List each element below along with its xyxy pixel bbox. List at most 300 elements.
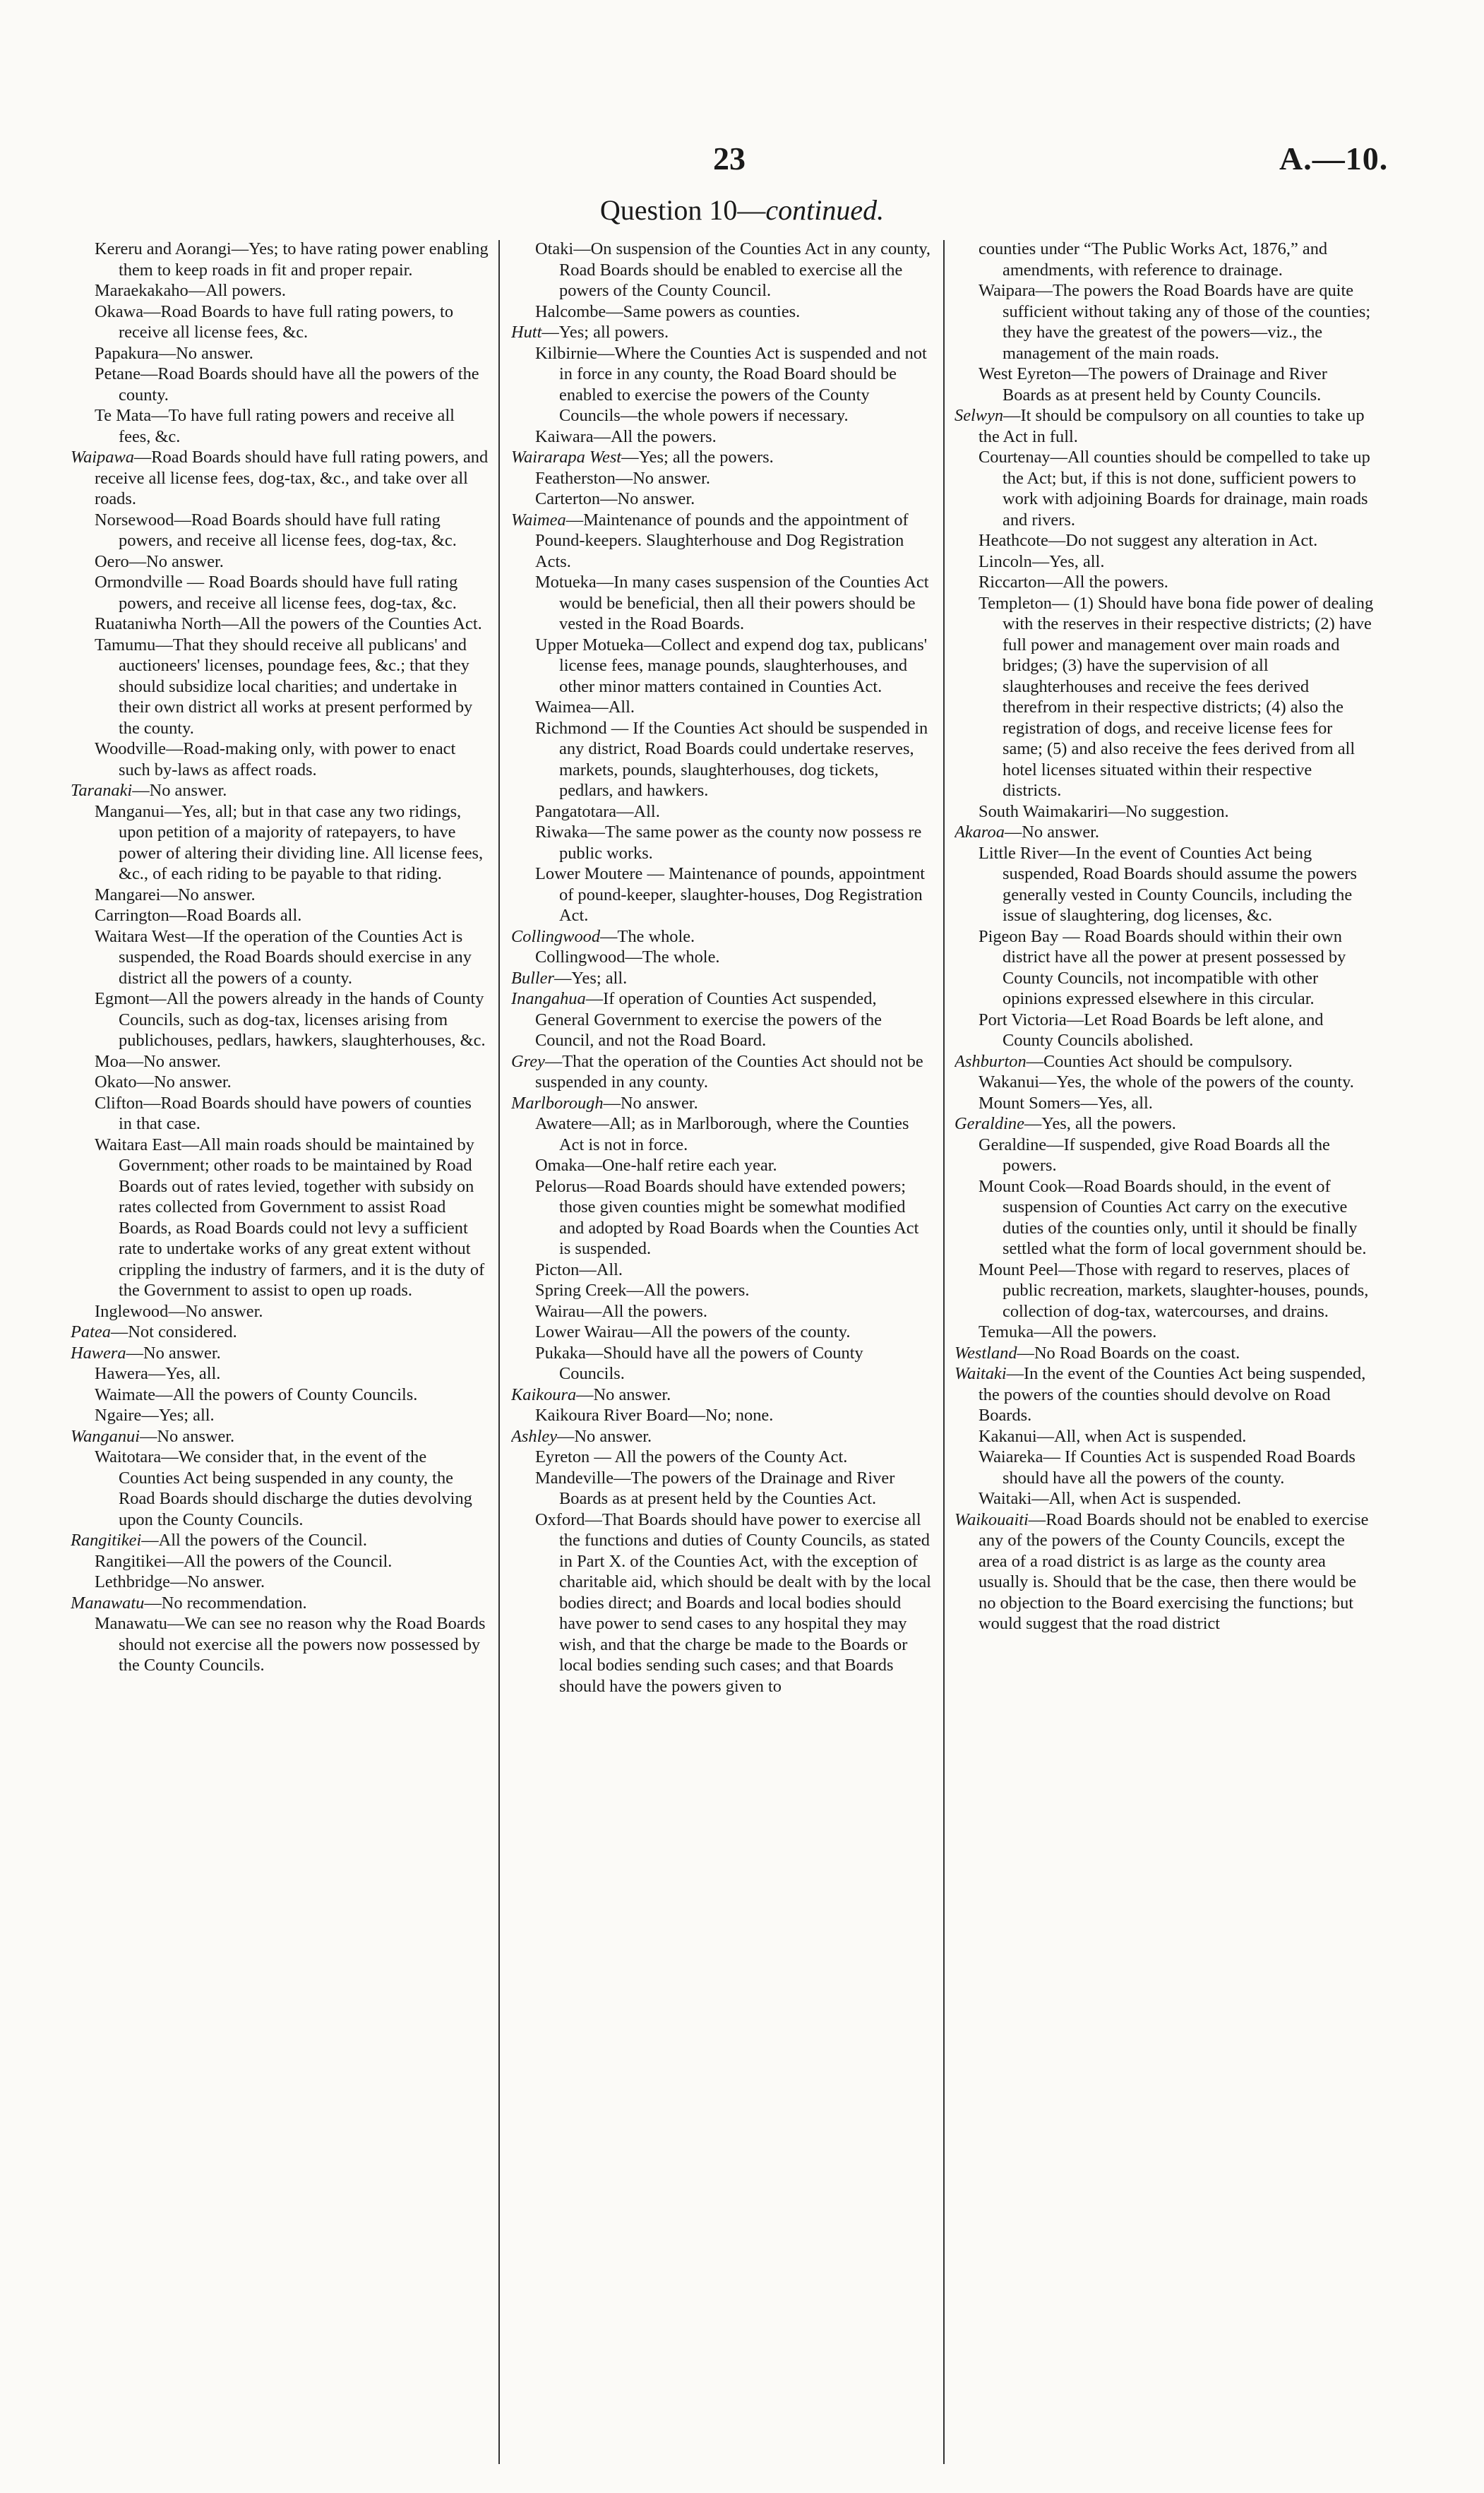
entry-name: Halcombe: [535, 301, 606, 321]
road-board-entry: [511, 947, 932, 968]
road-board-entry: [71, 1363, 489, 1385]
road-board-entry: [511, 1447, 932, 1468]
entry-text: —The powers the Road Boards have are quite sufficient without taking any of those of the counties; they have the greatest of the powers—viz., the management of the main roads.: [1003, 281, 1371, 363]
entry-name: Egmont: [95, 989, 150, 1008]
road-board-entry: [71, 551, 489, 573]
road-board-entry: [71, 1301, 489, 1322]
entry-name: Ngaire: [95, 1406, 142, 1425]
entry-text: —On suspension of the Counties Act in any county, Road Boards should be enabled to exercise all the powers of the County Council.: [559, 239, 931, 300]
entry-name: Hutt: [511, 323, 542, 342]
road-board-entry: [511, 572, 932, 635]
county-entry: [511, 968, 932, 989]
entry-name: Lower Wairau: [535, 1322, 634, 1341]
entry-name: Buller: [511, 968, 554, 988]
entry-text: —No Road Boards on the coast.: [1017, 1343, 1240, 1363]
entry-text: —That the operation of the Counties Act should not be suspended in any county.: [535, 1051, 923, 1092]
page-heading: [0, 193, 1484, 227]
entry-text: —Maintenance of pounds and the appointment of Pound-keepers. Slaughterhouse and Dog Registration Acts.: [535, 510, 909, 571]
entry-text: —All.: [591, 698, 635, 717]
text-column-2: [511, 239, 932, 2477]
entry-text: —All the powers.: [626, 1281, 750, 1300]
entry-text: —All.: [579, 1260, 623, 1279]
road-board-entry: [511, 1405, 932, 1426]
entry-name: Inglewood: [95, 1301, 169, 1321]
entry-name: Geraldine: [979, 1135, 1047, 1154]
entry-name: Manawatu: [71, 1593, 145, 1613]
entry-name: Waiareka: [979, 1447, 1043, 1466]
road-board-entry: [71, 343, 489, 364]
entry-text: —To have full rating powers and receive all fees, &c.: [119, 406, 455, 446]
entry-name: Tamumu: [95, 635, 156, 654]
county-entry: [71, 1593, 489, 1614]
entry-name: Awatere: [535, 1114, 592, 1133]
entry-name: Carterton: [535, 489, 601, 508]
road-board-entry: [955, 801, 1374, 823]
road-board-entry: [955, 1135, 1374, 1176]
entry-name: Akaroa: [955, 823, 1005, 842]
road-board-entry: [71, 885, 489, 906]
entry-text: —Road Boards should have extended powers; those given counties might be somewhat modified and adopted by Road Boards when the Counties Act is suspended.: [559, 1176, 919, 1258]
road-board-entry: [71, 926, 489, 989]
road-board-entry: [71, 1135, 489, 1301]
county-entry: [71, 1343, 489, 1364]
entry-text: counties under “The Public Works Act, 1876,” and amendments, with reference to drainage.: [979, 239, 1328, 280]
entry-text: —Road Boards should have powers of counties in that case.: [119, 1093, 472, 1133]
entry-name: Ashburton: [955, 1051, 1027, 1071]
entry-text: —That they should receive all publicans' and auctioneers' licenses, poundage fees, &c.; that they should subsidize local charities; and undertake in their own district all works at present performed by the county.: [119, 635, 473, 738]
entry-name: Okato: [95, 1072, 137, 1092]
county-entry: [511, 1385, 932, 1406]
entry-name: Courtenay: [979, 448, 1051, 467]
entry-name: Spring Creek: [535, 1281, 627, 1300]
entry-text: — All the powers of the County Act.: [590, 1447, 848, 1466]
road-board-entry: [955, 1488, 1374, 1509]
entry-text: —All the powers.: [584, 1301, 707, 1321]
entry-text: —Yes, all.: [148, 1364, 221, 1383]
road-board-entry: [955, 280, 1374, 364]
entry-name: Moa: [95, 1051, 126, 1071]
entry-name: Ormondville: [95, 573, 183, 592]
road-board-entry: [511, 1343, 932, 1385]
entry-text: —All.: [616, 801, 660, 821]
entry-name: Mount Cook: [979, 1176, 1067, 1196]
road-board-entry: [955, 364, 1374, 405]
entry-name: Kilbirnie: [535, 343, 598, 363]
road-board-entry: [71, 301, 489, 343]
entry-text: —All the powers of the Council.: [166, 1551, 393, 1571]
entry-text: —All the powers of the county.: [633, 1322, 851, 1341]
entry-name: Pelorus: [535, 1176, 587, 1196]
entry-text: —No; none.: [688, 1406, 774, 1425]
entry-name: Pukaka: [535, 1343, 586, 1363]
entry-text: —No answer.: [128, 551, 224, 571]
road-board-entry: [955, 1447, 1374, 1488]
road-board-entry: [71, 1072, 489, 1093]
entry-name: Lethbridge: [95, 1572, 171, 1591]
entry-text: —No answer.: [136, 1072, 232, 1092]
road-board-entry: [955, 1176, 1374, 1260]
entry-text: —Yes, all.: [1031, 551, 1105, 571]
road-board-entry: [71, 1551, 489, 1572]
entry-name: Motueka: [535, 573, 597, 592]
entry-name: West Eyreton: [979, 364, 1072, 383]
road-board-entry: [511, 635, 932, 698]
entry-name: Geraldine: [955, 1114, 1024, 1133]
entry-name: Richmond: [535, 718, 607, 738]
road-board-entry: [71, 1385, 489, 1406]
entry-text: —The whole.: [625, 947, 720, 967]
entry-name: Mandeville: [535, 1468, 614, 1488]
entry-text: —No answer.: [132, 781, 227, 800]
entry-text: —No answer.: [557, 1426, 652, 1446]
road-board-entry: [71, 1051, 489, 1072]
road-board-entry: [71, 239, 489, 280]
road-board-entry: [955, 843, 1374, 926]
entry-name: Waitara East: [95, 1135, 182, 1154]
road-board-entry: [71, 510, 489, 551]
entry-name: Mangarei: [95, 885, 161, 904]
road-board-entry: [511, 1468, 932, 1509]
road-board-entry: [71, 405, 489, 447]
entry-text: —All the powers of the Counties Act.: [221, 614, 482, 633]
road-board-entry: [511, 1176, 932, 1260]
entry-name: Heathcote: [979, 531, 1048, 550]
entry-text: —All counties should be compelled to take up the Act; but, if this is not done, sufficient powers to work with adjoining Boards for drainage, main roads and rivers.: [1003, 448, 1370, 530]
entry-text: — Road Boards should have full rating powers, and receive all license fees, dog-tax, &c.: [119, 573, 458, 613]
entry-text: —Yes, the whole of the powers of the county.: [1039, 1072, 1354, 1092]
entry-text: —Yes, all; but in that case any two ridings, upon petition of a majority of ratepayers, to have power of altering their dividing line. All license fees, &c., of each riding to be payable to that riding.: [119, 801, 484, 883]
road-board-entry: [511, 822, 932, 863]
entry-text: —Do not suggest any alteration in Act.: [1048, 531, 1318, 550]
entry-text: —Same powers as counties.: [606, 301, 801, 321]
entry-name: Ashley: [511, 1426, 558, 1446]
entry-name: Wairau: [535, 1301, 585, 1321]
county-entry: [71, 447, 489, 510]
entry-name: Wairarapa West: [511, 448, 622, 467]
road-board-entry: [71, 614, 489, 635]
entry-text: —If the operation of the Counties Act is suspended, the Road Boards should exercise in any district all the powers of a county.: [119, 926, 472, 988]
county-entry: [511, 1093, 932, 1114]
entry-name: Norsewood: [95, 510, 174, 530]
entry-name: Lower Moutere: [535, 864, 643, 883]
entry-text: —Should have all the powers of County Councils.: [559, 1343, 863, 1383]
entry-text: —No answer.: [168, 1301, 263, 1321]
entry-text: —The whole.: [600, 926, 695, 946]
entry-text: —Yes; to have rating power enabling them to keep roads in fit and proper repair.: [119, 239, 489, 280]
entry-name: Mount Somers: [979, 1093, 1081, 1113]
entry-name: South Waimakariri: [979, 801, 1108, 821]
entry-name: Little River: [979, 843, 1059, 863]
road-board-entry: [955, 926, 1374, 1010]
entry-text: —All the powers of the Council.: [141, 1531, 367, 1550]
entry-text: —We can see no reason why the Road Boards should not exercise all the powers now possessed by the County Councils.: [119, 1614, 486, 1675]
county-entry: [511, 447, 932, 468]
entry-text: —Road Boards should, in the event of suspension of Counties Act carry on the executive duties of the counties only, until it should be finally settled what the form of local government should be.: [1003, 1176, 1367, 1258]
entry-name: Clifton: [95, 1093, 144, 1113]
entry-text: —Where the Counties Act is suspended and not in force in any county, the Road Board should be enabled to exercise the powers of the County Councils—the whole powers if necessary.: [559, 343, 927, 425]
road-board-entry: [71, 635, 489, 739]
entry-text: —No answer.: [615, 468, 710, 488]
entry-name: Manawatu: [95, 1614, 167, 1633]
entry-name: Lincoln: [979, 551, 1032, 571]
entry-name: Kereru and Aorangi: [95, 239, 232, 258]
entry-name: Upper Motueka: [535, 635, 644, 654]
road-board-entry: [71, 801, 489, 885]
entry-text: —In the event of the Counties Act being suspended, the powers of the counties should devolve on Road Boards.: [979, 1364, 1366, 1425]
road-board-entry: [511, 1260, 932, 1281]
entry-text: —All the powers of County Councils.: [155, 1385, 418, 1404]
road-board-entry: [511, 489, 932, 510]
road-board-entry: [71, 988, 489, 1051]
entry-text: —Road Boards should not be enabled to exercise any of the powers of the County Councils, except the area of a road district is as large as the county area usually is. Should that be the case, then there would be no objection to the Board exercising the functions; but would suggest that the road district: [979, 1509, 1369, 1633]
entry-name: Kaikoura River Board: [535, 1406, 688, 1425]
county-entry: [511, 1426, 932, 1447]
entry-name: Port Victoria: [979, 1010, 1067, 1029]
entry-text: —No answer.: [1004, 823, 1100, 842]
entry-name: Temuka: [979, 1322, 1034, 1341]
entry-name: Waitaki: [955, 1364, 1007, 1383]
road-board-entry: [511, 863, 932, 926]
column-divider-2: [943, 240, 945, 2464]
entry-name: Waitotara: [95, 1447, 162, 1466]
entry-name: Pigeon Bay: [979, 926, 1059, 946]
county-entry: [511, 322, 932, 343]
entry-text: —No answer.: [576, 1385, 671, 1404]
entry-name: Carrington: [95, 906, 169, 925]
entry-text: —No answer.: [160, 885, 256, 904]
entry-name: Mount Peel: [979, 1260, 1059, 1279]
county-entry: [955, 1051, 1374, 1072]
road-board-entry: [511, 343, 932, 426]
entry-name: Kakanui: [979, 1426, 1037, 1446]
column-divider-1: [498, 240, 500, 2464]
entry-text: —Yes; all powers.: [541, 323, 669, 342]
entry-text: —Road-making only, with power to enact such by-laws as affect roads.: [119, 739, 456, 779]
entry-text: —No answer.: [600, 489, 695, 508]
county-entry: [71, 1426, 489, 1447]
county-entry: [71, 1322, 489, 1343]
text-column-3: [955, 239, 1374, 2477]
road-board-entry: [71, 1613, 489, 1676]
entry-name: Featherston: [535, 468, 616, 488]
entry-name: Waimate: [95, 1385, 156, 1404]
entry-text: —Yes, all.: [1080, 1093, 1153, 1113]
road-board-entry: [511, 718, 932, 801]
entry-name: Riwaka: [535, 823, 588, 842]
entry-text: —No answer.: [603, 1093, 698, 1113]
road-board-entry: [511, 426, 932, 448]
county-entry: [955, 1363, 1374, 1426]
entry-text: —No recommendation.: [144, 1593, 307, 1613]
county-entry: [71, 780, 489, 801]
entry-name: Grey: [511, 1051, 545, 1071]
entry-text: —In the event of Counties Act being suspended, Road Boards should assume the powers generally vested in County Councils, including the issue of slaughtering, dog licenses, &c.: [1003, 843, 1357, 925]
entry-text: —Collect and expend dog tax, publicans' license fees, manage pounds, slaughterhouses, and other minor matters contained in Counties Act.: [559, 635, 928, 696]
road-board-entry: [955, 1010, 1374, 1051]
road-board-entry: [71, 1572, 489, 1593]
entry-text: — If the Counties Act should be suspended in any district, Road Boards could undertake reserves, markets, pounds, slaughterhouses, dog tickets, pedlars, and hawkers.: [559, 718, 928, 800]
entry-name: Patea: [71, 1322, 111, 1341]
entry-name: Riccarton: [979, 573, 1046, 592]
entry-name: Wakanui: [979, 1072, 1040, 1092]
road-board-entry: [955, 1072, 1374, 1093]
entry-name: Collingwood: [535, 947, 626, 967]
entry-name: Manganui: [95, 801, 164, 821]
road-board-entry: [511, 301, 932, 323]
entry-text: —Yes; all.: [553, 968, 628, 988]
entry-text: —All, when Act is suspended.: [1031, 1489, 1241, 1508]
entry-text: —All the powers.: [1034, 1322, 1157, 1341]
county-entry: [955, 1509, 1374, 1634]
entry-name: Westland: [955, 1343, 1017, 1363]
entry-text: —That Boards should have power to exercise all the functions and duties of County Councils, as stated in Part X. of the Counties Act, with the exception of charitable aid, which should be dealt with by the local bodies direct; and Boards and local bodies should have power to send cases to any hospital they may wish, and that the charge be made to the Boards or local bodies sending such cases; and that Boards should have the powers given to: [559, 1509, 931, 1696]
entry-text: —It should be compulsory on all counties to take up the Act in full.: [979, 406, 1365, 446]
road-board-entry: [955, 1260, 1374, 1322]
county-entry: [511, 988, 932, 1051]
entry-name: Oxford: [535, 1509, 585, 1529]
entry-name: Waimea: [535, 698, 592, 717]
entry-name: Pangatotara: [535, 801, 617, 821]
road-board-entry: [955, 1093, 1374, 1114]
road-board-entry: [511, 1322, 932, 1343]
entry-text: —No answer.: [170, 1572, 265, 1591]
entry-text: — Road Boards should within their own district have all the power at present possessed by County Councils, not incompatible with other opinions expressed elsewhere in this circular.: [1003, 926, 1346, 1008]
entry-text: —Counties Act should be compulsory.: [1026, 1051, 1293, 1071]
entry-name: Hawera: [71, 1343, 126, 1363]
entry-text: —All the powers.: [1045, 573, 1168, 592]
entry-text: —Yes; all.: [141, 1406, 215, 1425]
entry-text: —All main roads should be maintained by Government; other roads to be maintained by Road Boards out of rates levied, together with subsidy on rates collected from Government to assist Road Boards, as Road Boards could not levy a sufficient rate to undertake works of any great extent without crippling the industry of farmers, and it is the duty of the Government to assist to open up roads.: [119, 1135, 485, 1300]
entry-name: Kaiwara: [535, 426, 594, 446]
county-entry: [511, 1051, 932, 1093]
entry-text: —Not considered.: [110, 1322, 237, 1341]
entry-text: —All powers.: [188, 281, 286, 300]
heading-prefix: Question 10—: [599, 194, 766, 226]
entry-name: Selwyn: [955, 406, 1004, 425]
entry-name: Hawera: [95, 1364, 148, 1383]
entry-name: Collingwood: [511, 926, 601, 946]
road-board-entry: [955, 1322, 1374, 1343]
entry-name: Picton: [535, 1260, 580, 1279]
road-board-entry: [511, 1509, 932, 1697]
entry-text: —All, when Act is suspended.: [1036, 1426, 1247, 1446]
road-board-entry: [955, 551, 1374, 573]
road-board-entry: [511, 239, 932, 301]
entry-name: Templeton: [979, 593, 1052, 613]
entry-name: Maraekakaho: [95, 281, 189, 300]
entry-text: —The same power as the county now possess re public works.: [559, 823, 922, 863]
entry-text: —Road Boards should have all the powers of the county.: [119, 364, 479, 405]
road-board-entry: [511, 697, 932, 718]
entry-name: Waitara West: [95, 926, 186, 946]
entry-name: Eyreton: [535, 1447, 590, 1466]
entry-name: Waipara: [979, 281, 1036, 300]
entry-text: —No answer.: [140, 1426, 235, 1446]
entry-name: Kaikoura: [511, 1385, 577, 1404]
entry-text: —No answer.: [158, 343, 253, 363]
road-board-entry: [955, 572, 1374, 593]
entry-name: Rangitikei: [95, 1551, 167, 1571]
document-code: A.—10.: [1279, 141, 1389, 177]
road-board-entry: [955, 239, 1374, 280]
entry-name: Rangitikei: [71, 1531, 142, 1550]
road-board-entry: [71, 1447, 489, 1530]
entry-text: —Let Road Boards be left alone, and County Councils abolished.: [1003, 1010, 1324, 1050]
county-entry: [511, 926, 932, 947]
road-board-entry: [511, 1113, 932, 1155]
road-board-entry: [71, 1093, 489, 1135]
entry-text: —Road Boards all.: [169, 906, 302, 925]
entry-name: Oero: [95, 551, 129, 571]
entry-text: —All; as in Marlborough, where the Counties Act is not in force.: [559, 1114, 909, 1154]
entry-name: Papakura: [95, 343, 159, 363]
entry-name: Omaka: [535, 1156, 585, 1175]
entry-text: —Road Boards should have full rating powers, and receive all license fees, dog-tax, &c.: [119, 510, 457, 550]
road-board-entry: [511, 801, 932, 823]
entry-name: Woodville: [95, 739, 167, 758]
road-board-entry: [511, 1280, 932, 1301]
entry-name: Waimea: [511, 510, 566, 530]
page-number: 23: [713, 141, 746, 177]
road-board-entry: [955, 1426, 1374, 1447]
text-column-1: [71, 239, 489, 2477]
entry-text: —All the powers already in the hands of County Councils, such as dog-tax, licenses arising from publichouses, pedlars, hawkers, slaughterhouses, &c.: [119, 989, 486, 1050]
entry-name: Okawa: [95, 301, 144, 321]
entry-text: —No suggestion.: [1108, 801, 1229, 821]
entry-name: Marlborough: [511, 1093, 604, 1113]
entry-text: —If suspended, give Road Boards all the powers.: [1003, 1135, 1330, 1175]
entry-text: —Yes; all the powers.: [621, 448, 774, 467]
entry-name: Taranaki: [71, 781, 133, 800]
road-board-entry: [71, 572, 489, 614]
entry-text: —No answer.: [126, 1343, 221, 1363]
county-entry: [955, 1113, 1374, 1135]
entry-text: —In many cases suspension of the Counties Act would be beneficial, then all their powers should be vested in the Road Boards.: [559, 573, 929, 633]
heading-continued: continued.: [765, 194, 885, 226]
entry-text: —The powers of the Drainage and River Boards as at present held by the Counties Act.: [559, 1468, 895, 1508]
entry-name: Ruataniwha North: [95, 614, 222, 633]
road-board-entry: [71, 1405, 489, 1426]
entry-text: — If Counties Act is suspended Road Boards should have all the powers of the county.: [1003, 1447, 1356, 1488]
entry-text: —Road Boards should have full rating powers, and receive all license fees, dog-tax, &c., and take over all roads.: [95, 448, 489, 508]
county-entry: [511, 510, 932, 573]
county-entry: [955, 405, 1374, 447]
entry-name: Petane: [95, 364, 141, 383]
road-board-entry: [955, 593, 1374, 801]
road-board-entry: [955, 447, 1374, 530]
entry-text: —We consider that, in the event of the Counties Act being suspended in any county, the Road Boards should discharge the duties devolving upon the County Councils.: [119, 1447, 472, 1529]
county-entry: [955, 822, 1374, 843]
entry-text: —Those with regard to reserves, places of public recreation, markets, slaughter-houses, pounds, collection of dog-tax, watercourses, and drains.: [1003, 1260, 1369, 1321]
entry-name: Waikouaiti: [955, 1509, 1029, 1529]
entry-text: —Road Boards to have full rating powers, to receive all license fees, &c.: [119, 301, 454, 342]
road-board-entry: [511, 468, 932, 489]
road-board-entry: [511, 1301, 932, 1322]
entry-text: —No answer.: [126, 1051, 221, 1071]
entry-name: Inangahua: [511, 989, 586, 1008]
road-board-entry: [955, 530, 1374, 551]
entry-text: —One-half retire each year.: [585, 1156, 777, 1175]
road-board-entry: [71, 905, 489, 926]
county-entry: [71, 1530, 489, 1551]
road-board-entry: [71, 280, 489, 301]
county-entry: [955, 1343, 1374, 1364]
entry-text: —If operation of Counties Act suspended, General Government to exercise the powers of the Council, and not the Road Board.: [535, 989, 882, 1050]
entry-name: Waitaki: [979, 1489, 1032, 1508]
entry-name: Te Mata: [95, 406, 152, 425]
entry-text: —The powers of Drainage and River Boards as at present held by County Councils.: [1003, 364, 1327, 405]
entry-text: — Maintenance of pounds, appointment of pound-keeper, slaughter-houses, Dog Registration Act.: [559, 864, 926, 925]
